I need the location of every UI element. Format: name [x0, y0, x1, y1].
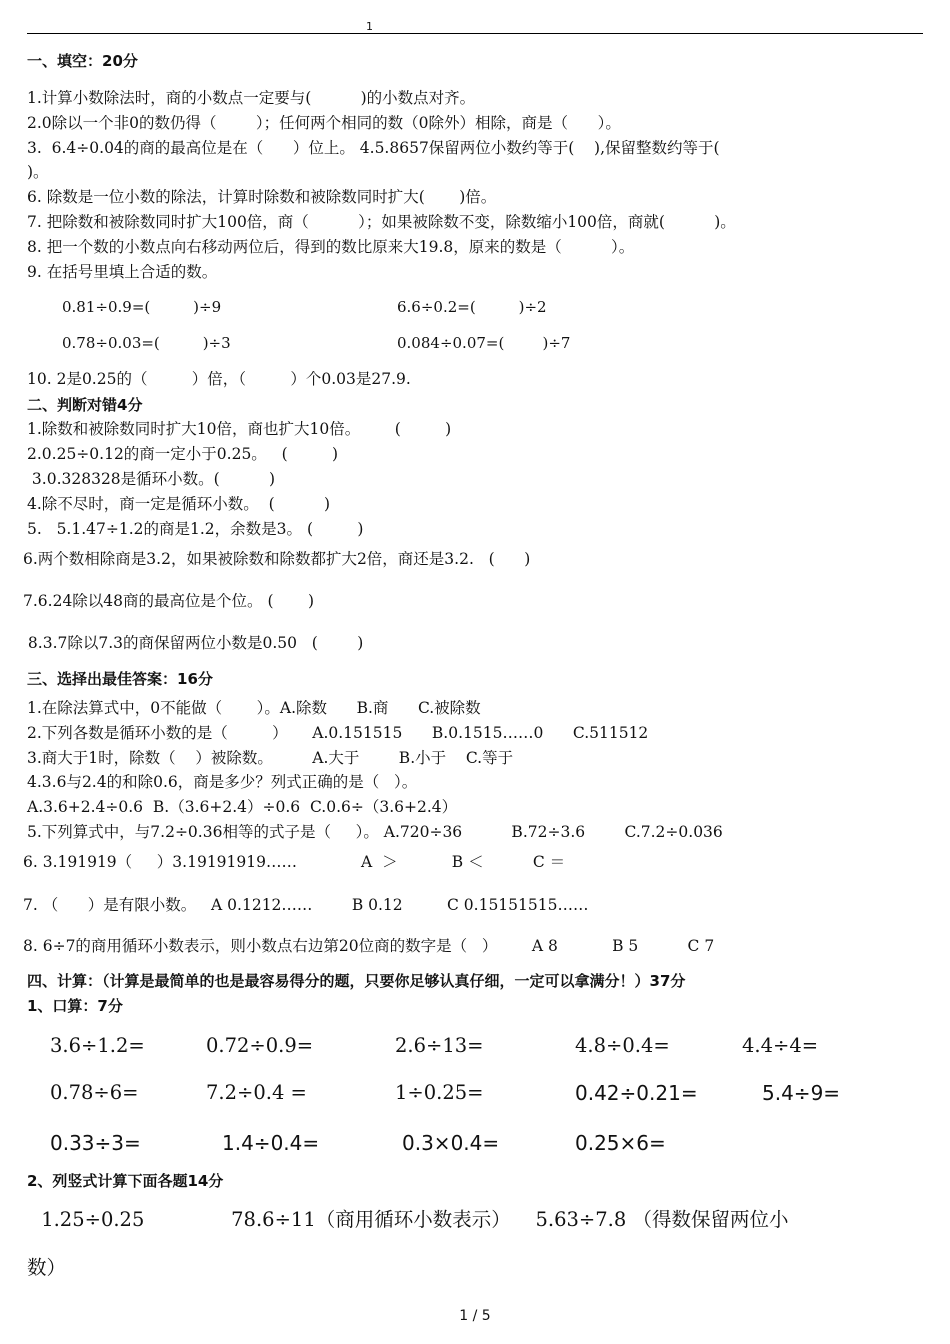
header-page-number: 1: [366, 20, 373, 33]
oral-3-4: 0.25×6=: [575, 1131, 666, 1155]
fill-q9-row2-left: 0.78÷0.03=( )÷3: [62, 334, 231, 352]
choice-q5: 5.下列算式中，与7.2÷0.36相等的式子是（ ）。 A.720÷36 B.72÷3.6 C.7.2÷0.036: [27, 823, 723, 841]
choice-q3: 3.商大于1时，除数（ ）被除数。 A.大于 B.小于 C.等于: [27, 749, 514, 767]
fill-q2: 2.0除以一个非0的数仍得（ ）；任何两个相同的数（0除外）相除，商是（ ）。: [27, 114, 621, 132]
oral-1-1: 3.6÷1.2=: [50, 1034, 145, 1057]
judge-q3: 3.0.328328是循环小数。( ): [27, 470, 276, 488]
fill-q7: 7. 把除数和被除数同时扩大100倍，商（ ）；如果被除数不变，除数缩小100倍，商就( )。: [27, 213, 736, 231]
choice-q4-options: A.3.6+2.4÷0.6 B.（3.6+2.4）÷0.6 C.0.6÷（3.6+2.4）: [27, 798, 458, 816]
oral-2-2: 7.2÷0.4 =: [206, 1081, 307, 1104]
oral-2-3: 1÷0.25=: [395, 1081, 484, 1104]
fill-q3-q4: 3. 6.4÷0.04的商的最高位是在（ ）位上。 4.5.8657保留两位小数约等于( ),保留整数约等于(: [27, 139, 720, 157]
fill-q9: 9. 在括号里填上合适的数。: [27, 263, 218, 281]
header-rule: [27, 33, 923, 34]
fill-q6: 6. 除数是一位小数的除法，计算时除数和被除数同时扩大( )倍。: [27, 188, 497, 206]
oral-3-2: 1.4÷0.4=: [222, 1131, 320, 1155]
choice-q1: 1.在除法算式中，0不能做（ ）。A.除数 B.商 C.被除数: [27, 699, 481, 717]
choice-q7: 7. （ ）是有限小数。 A 0.1212…… B 0.12 C 0.15151515……: [23, 896, 589, 914]
fill-q10: 10. 2是0.25的（ ）倍，（ ）个0.03是27.9.: [27, 370, 411, 388]
choice-q2: 2.下列各数是循环小数的是（ ） A.0.151515 B.0.1515……0 C.511512: [27, 724, 649, 742]
fill-q8: 8. 把一个数的小数点向右移动两位后，得到的数比原来大19.8，原来的数是（ ）。: [27, 238, 635, 256]
fill-q1: 1.计算小数除法时，商的小数点一定要与( )的小数点对齐。: [27, 89, 476, 107]
oral-3-3: 0.3×0.4=: [402, 1131, 500, 1155]
oral-1-4: 4.8÷0.4=: [575, 1034, 670, 1057]
oral-2-1: 0.78÷6=: [50, 1081, 139, 1104]
section3-title: 三、选择出最佳答案：16分: [27, 670, 213, 688]
section4-sub2: 2、列竖式计算下面各题14分: [27, 1172, 224, 1190]
fill-q9-row2-right: 0.084÷0.07=( )÷7: [397, 334, 571, 352]
vertical-calc-line-cont: 数）: [27, 1256, 67, 1279]
judge-q2: 2.0.25÷0.12的商一定小于0.25。 ( ): [27, 445, 339, 463]
choice-q4: 4.3.6与2.4的和除0.6，商是多少？列式正确的是（ ）。: [27, 773, 418, 791]
oral-2-4: 0.42÷0.21=: [575, 1081, 698, 1105]
oral-3-1: 0.33÷3=: [50, 1131, 141, 1155]
fill-q9-row1-left: 0.81÷0.9=( )÷9: [62, 298, 222, 316]
oral-1-5: 4.4÷4=: [742, 1034, 819, 1057]
judge-q7: 7.6.24除以48商的最高位是个位。 ( ): [23, 592, 315, 610]
oral-2-5: 5.4÷9=: [762, 1081, 841, 1105]
judge-q6: 6.两个数相除商是3.2，如果被除数和除数都扩大2倍，商还是3.2. ( ): [23, 550, 531, 568]
judge-q1: 1.除数和被除数同时扩大10倍，商也扩大10倍。 ( ): [27, 420, 452, 438]
section1-title: 一、填空：20分: [27, 52, 138, 70]
choice-q8: 8. 6÷7的商用循环小数表示，则小数点右边第20位商的数字是（ ） A 8 B 5 C 7: [23, 937, 715, 955]
fill-q9-row1-right: 6.6÷0.2=( )÷2: [397, 298, 547, 316]
judge-q4: 4.除不尽时，商一定是循环小数。 ( ): [27, 495, 331, 513]
vertical-calc-line: 1.25÷0.25 78.6÷11（商用循环小数表示） 5.63÷7.8 （得数保留两位小: [35, 1208, 789, 1231]
section4-title: 四、计算：（计算是最简单的也是最容易得分的题，只要你足够认真仔细，一定可以拿满分！）37分: [27, 972, 686, 990]
choice-q6: 6. 3.191919（ ）3.19191919…… A ＞ B ＜ C ＝: [23, 853, 566, 871]
section4-sub1: 1、口算：7分: [27, 997, 123, 1015]
judge-q8: 8.3.7除以7.3的商保留两位小数是0.50 ( ): [23, 634, 364, 652]
page-footer: 1 / 5: [459, 1308, 491, 1324]
oral-1-3: 2.6÷13=: [395, 1034, 484, 1057]
oral-1-2: 0.72÷0.9=: [206, 1034, 314, 1057]
section2-title: 二、判断对错4分: [27, 396, 143, 414]
judge-q5: 5. 5.1.47÷1.2的商是1.2，余数是3。 ( ): [27, 520, 364, 538]
fill-q4-cont: )。: [27, 163, 49, 181]
